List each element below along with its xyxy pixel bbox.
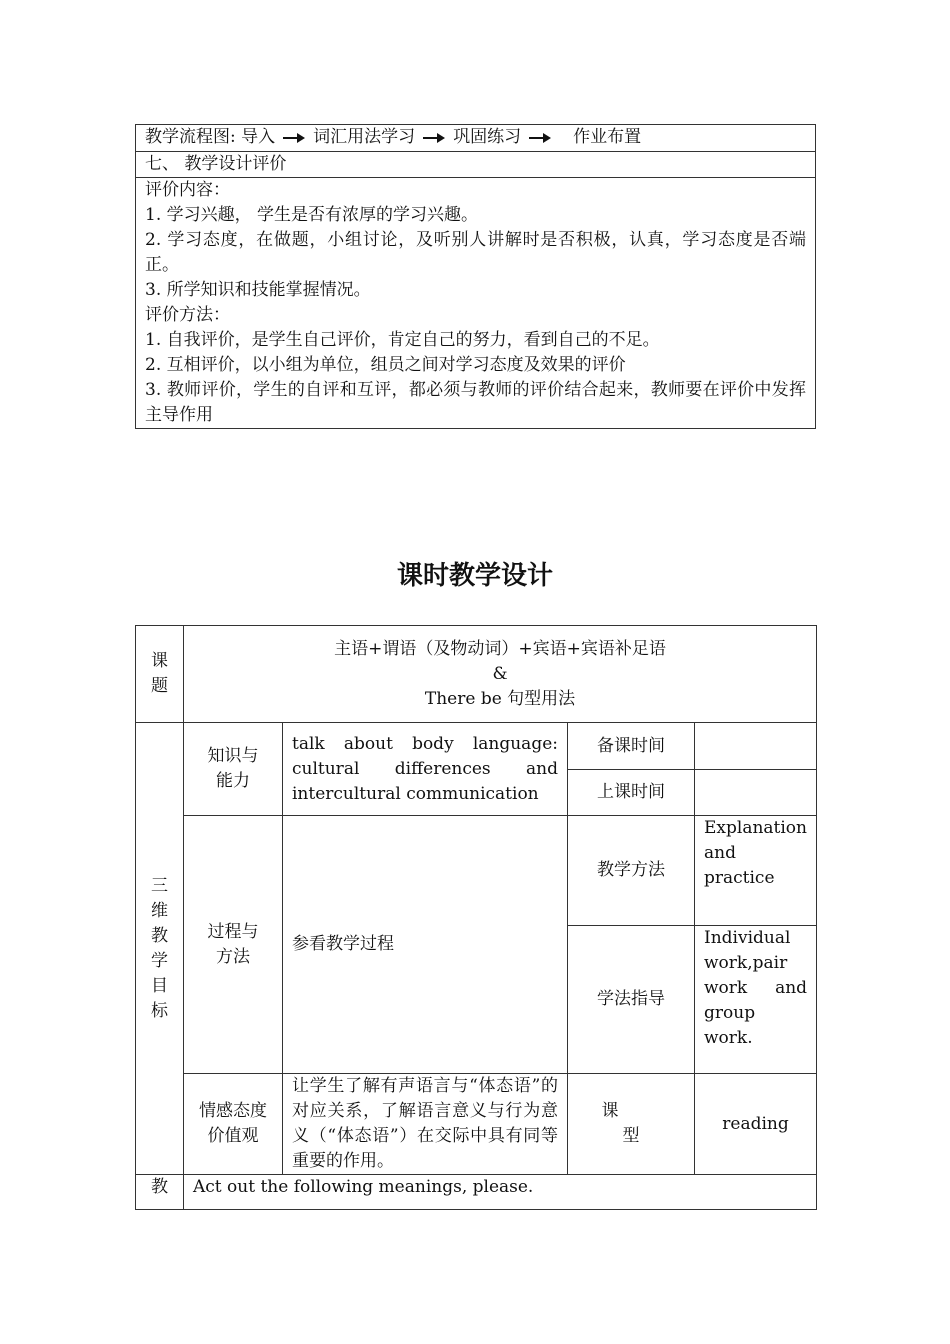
process-label: 过程与方法 (207, 921, 259, 967)
evaluation-content (136, 178, 816, 429)
flow-step: 巩固练习 (453, 127, 522, 147)
evaluation-table (135, 124, 816, 429)
process-label-cell (184, 816, 283, 1074)
topic-cell (184, 626, 817, 723)
flow-step: 作业布置 (573, 127, 642, 147)
teach-text: Act out the following meanings, please. (184, 1175, 817, 1210)
flow-step: 词汇用法学习 (313, 127, 416, 147)
prep-time-value (695, 723, 817, 770)
arrow-right-icon (283, 133, 305, 143)
topic-line: 主语+谓语（及物动词）+宾语+宾语补足语 (334, 638, 666, 659)
evaluation-heading: 七、 教学设计评价 (136, 152, 816, 178)
emotion-label-cell (184, 1074, 283, 1175)
knowledge-text: talk about body language: cultural differences and intercultural communication (283, 723, 568, 816)
type-label: 课型 (601, 1101, 682, 1146)
topic-line: There be 句型用法 (424, 688, 576, 709)
type-value: reading (695, 1074, 817, 1175)
knowledge-label-cell (184, 723, 283, 816)
knowledge-label: 知识与能力 (207, 746, 259, 791)
topic-label-cell (136, 626, 184, 723)
study-value: Individual work,pair work and group work. (695, 926, 817, 1074)
goals-label-cell (136, 723, 184, 1175)
type-label-cell (568, 1074, 695, 1175)
evaluation-line: 1. 学习兴趣， 学生是否有浓厚的学习兴趣。 (145, 205, 479, 225)
doc-title: 课时教学设计 (396, 561, 553, 591)
flow-label: 教学流程图: 导入 (145, 127, 276, 147)
evaluation-line: 2. 互相评价，以小组为单位，组员之间对学习态度及效果的评价 (145, 355, 626, 375)
class-time-label: 上课时间 (568, 770, 695, 816)
evaluation-line: 评价内容： (145, 180, 230, 200)
evaluation-line: 3. 教师评价，学生的自评和互评，都必须与教师的评价结合起来，教师要在评价中发挥主导作用 (145, 380, 806, 425)
teach-label: 教 (136, 1175, 184, 1210)
evaluation-line: 3. 所学知识和技能掌握情况。 (145, 280, 371, 300)
emotion-label: 情感态度价值观 (198, 1101, 267, 1146)
arrow-right-icon (529, 133, 551, 143)
flow-chart-row (136, 125, 816, 152)
method-label: 教学方法 (568, 816, 695, 926)
evaluation-line: 1. 自我评价，是学生自己评价，肯定自己的努力，看到自己的不足。 (145, 330, 660, 350)
goals-label: 三维教学目标 (151, 875, 168, 1021)
method-value: Explanation and practice (695, 816, 817, 926)
topic-line: & (492, 663, 508, 684)
topic-label: 课题 (151, 651, 168, 696)
evaluation-line: 2. 学习态度，在做题，小组讨论，及听别人讲解时是否积极，认真，学习态度是否端正。 (145, 230, 806, 275)
lesson-design-table (135, 625, 817, 1210)
evaluation-line: 评价方法： (145, 305, 230, 325)
study-label: 学法指导 (568, 926, 695, 1074)
arrow-right-icon (423, 133, 445, 143)
emotion-text: 让学生了解有声语言与“体态语”的对应关系，了解语言意义与行为意义（“体态语”）在交际中具有同等重要的作用。 (283, 1074, 568, 1175)
prep-time-label: 备课时间 (568, 723, 695, 770)
class-time-value (695, 770, 817, 816)
process-text: 参看教学过程 (283, 816, 568, 1074)
